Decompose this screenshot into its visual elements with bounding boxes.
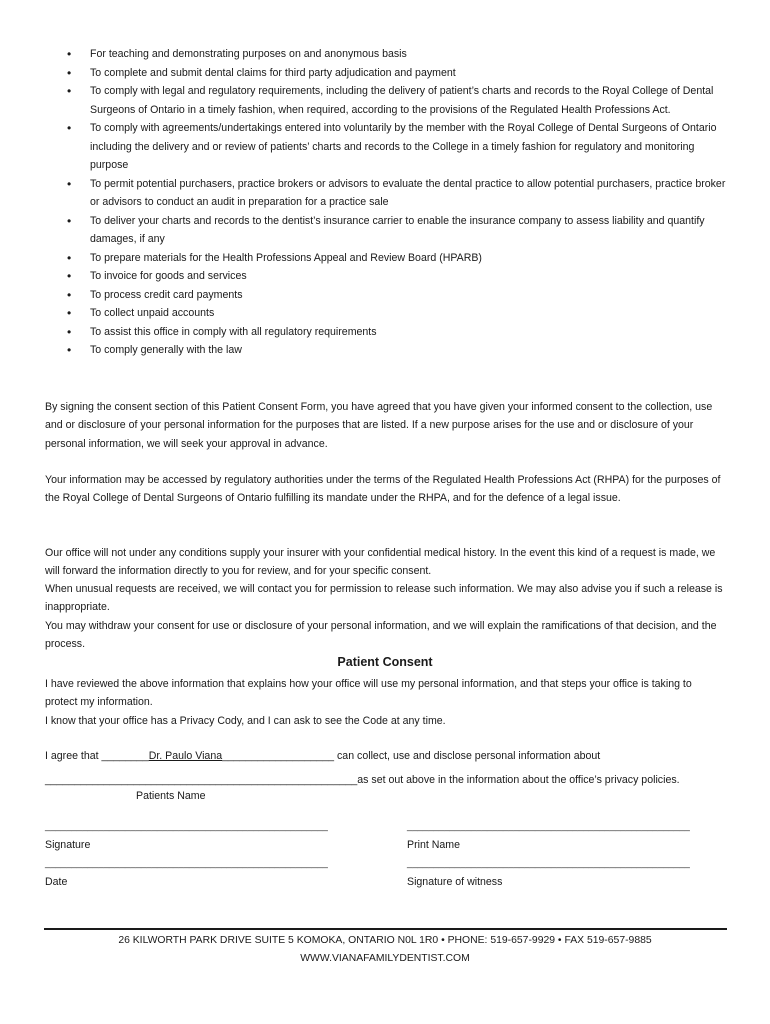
print-name-label: Print Name — [407, 839, 460, 851]
footer-website[interactable]: WWW.VIANAFAMILYDENTIST.COM — [300, 953, 470, 964]
patient-consent-title: Patient Consent — [337, 655, 433, 669]
agree-prefix: I agree that — [45, 750, 102, 762]
dentist-name-field[interactable]: Dr. Paulo Viana — [148, 750, 223, 762]
list-item: • To deliver your charts and records to the dentist’s insurance carrier to enable the insurance company to assess liability and quantify damages, if any — [90, 212, 730, 249]
list-item: • To permit potential purchasers, practice brokers or advisors to evaluate the dental practice to allow potential purchasers, practice broker or advisors to conduct an audit in preparation for a practice sale — [90, 175, 730, 212]
agreement-line — [45, 747, 600, 765]
list-item: • To comply with legal and regulatory requirements, including the delivery of patient’s charts and records to the Royal College of Dental Surgeons of Ontario in a timely fashion, when required, according to the provisions of the Regulated Health Professions Act. — [90, 82, 730, 119]
footer-address: 26 KILWORTH PARK DRIVE SUITE 5 KOMOKA, ONTARIO N0L 1R0 • PHONE: 519-657-9929 • FAX 519-657-9885 — [118, 935, 652, 946]
witness-signature-line[interactable]: _____________________________________________________ — [407, 858, 690, 869]
list-item: • To comply with agreements/undertakings entered into voluntarily by the member with the Royal College of Dental Surgeons of Ontario including the delivery and or review of patients’ charts and records to the College in a timely fashion for regulatory and monitoring purpose — [90, 119, 730, 175]
regulatory-paragraph: Your information may be accessed by regulatory authorities under the terms of the Regulated Health Professions Act (RHPA) for the purposes of the Royal College of Dental Surgeons of Ontario fulfilling its mandate under the RHPA, and for the defence of a legal issue. — [45, 474, 721, 505]
date-line[interactable]: _____________________________________________________ — [45, 858, 328, 869]
list-item: • For teaching and demonstrating purposes on and anonymous basis — [90, 45, 730, 64]
agree-blank: ________ — [101, 750, 149, 762]
witness-signature-label: Signature of witness — [407, 876, 503, 888]
list-item: • To prepare materials for the Health Professions Appeal and Review Board (HPARB) — [90, 249, 730, 268]
consent-paragraph: By signing the consent section of this Patient Consent Form, you have agreed that you have given your informed consent to the collection, use and or disclosure of your personal information for the purposes that are listed. If a new purpose arises for the use and or disclosure of your personal information, we will seek your approval in advance. — [45, 401, 713, 450]
list-item: • To comply generally with the law — [90, 341, 730, 360]
insurer-paragraph: Our office will not under any conditions supply your insurer with your confidential medical history. In the event this kind of a request is made, we will forward the information directly to you for review, and for your specific consent. — [45, 547, 716, 578]
print-name-line[interactable]: _____________________________________________________ — [407, 821, 690, 832]
list-item: • To collect unpaid accounts — [90, 304, 730, 323]
purposes-list — [90, 45, 730, 360]
signature-line[interactable]: _____________________________________________________ — [45, 821, 328, 832]
list-item: • To complete and submit dental claims for third party adjudication and payment — [90, 64, 730, 83]
patients-name-label: Patients Name — [136, 790, 206, 802]
patient-name-line[interactable]: _____________________________________________________as set out above in the information about the office’s privacy policies. — [45, 774, 680, 786]
signature-label: Signature — [45, 839, 91, 851]
reviewed-statement: I have reviewed the above information that explains how your office will use my personal information, and that steps your office is taking to protect my information. — [45, 678, 692, 709]
footer-divider — [44, 928, 727, 930]
date-label: Date — [45, 876, 68, 888]
unusual-requests-paragraph: When unusual requests are received, we will contact you for permission to release such information. We may also advise you if such a release is inappropriate. — [45, 583, 723, 614]
list-item: • To process credit card payments — [90, 286, 730, 305]
agree-suffix: can collect, use and disclose personal information about — [334, 750, 601, 762]
list-item: • To invoice for goods and services — [90, 267, 730, 286]
privacy-code-statement: I know that your office has a Privacy Cody, and I can ask to see the Code at any time. — [45, 715, 446, 727]
list-item: • To assist this office in comply with all regulatory requirements — [90, 323, 730, 342]
agree-blank: ___________________ — [222, 750, 335, 762]
withdraw-consent-paragraph: You may withdraw your consent for use or disclosure of your personal information, and we will explain the ramifications of that decision, and the process. — [45, 620, 717, 651]
